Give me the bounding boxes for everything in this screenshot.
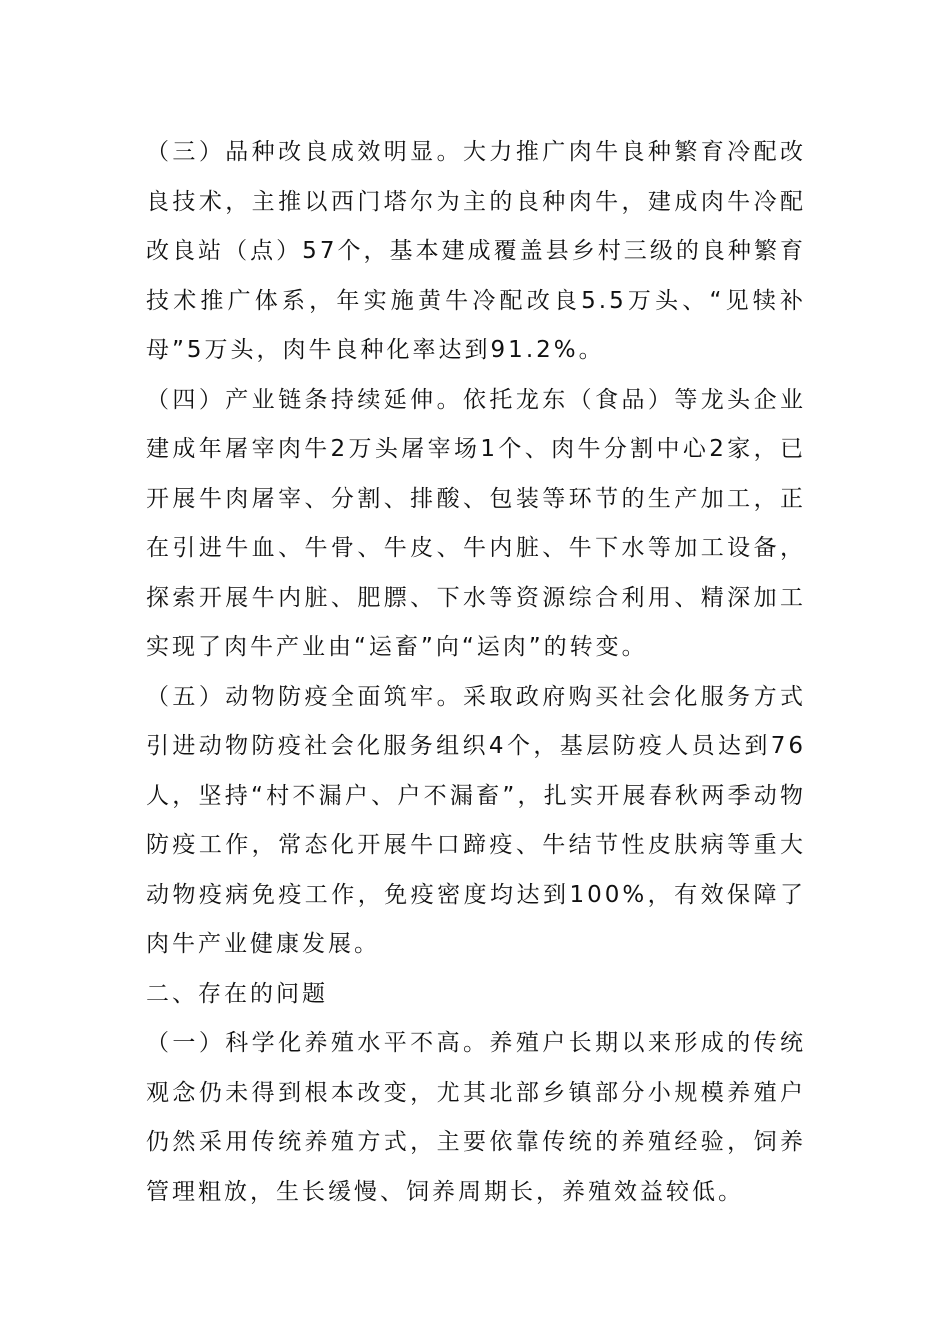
paragraph-scientific-breeding: （一）科学化养殖水平不高。养殖户长期以来形成的传统观念仍未得到根本改变，尤其北部乡镇部分小规模养殖户仍然采用传统养殖方式，主要依靠传统的养殖经验，饲养管理粗放，生长缓慢、饲养周期长，养殖效益较低。	[146, 1030, 806, 1205]
paragraph-industry-chain: （四）产业链条持续延伸。依托龙东（食品）等龙头企业建成年屠宰肉牛2万头屠宰场1个、肉牛分割中心2家，已开展牛肉屠宰、分割、排酸、包装等环节的生产加工，正在引进牛血、牛骨、牛皮、牛内脏、牛下水等加工设备，探索开展牛内脏、肥膘、下水等资源综合利用、精深加工实现了肉牛产业由“运畜”向“运肉”的转变。	[146, 386, 806, 660]
paragraph-breed-improvement: （三）品种改良成效明显。大力推广肉牛良种繁育冷配改良技术，主推以西门塔尔为主的良种肉牛，建成肉牛冷配改良站（点）57个，基本建成覆盖县乡村三级的良种繁育技术推广体系，年实施黄牛冷配改良5.5万头、“见犊补母”5万头，肉牛良种化率达到91.2%。	[146, 139, 806, 363]
paragraph-animal-epidemic-prevention: （五）动物防疫全面筑牢。采取政府购买社会化服务方式引进动物防疫社会化服务组织4个，基层防疫人员达到76人，坚持“村不漏户、户不漏畜”，扎实开展春秋两季动物防疫工作，常态化开展牛口蹄疫、牛结节性皮肤病等重大动物疫病免疫工作，免疫密度均达到100%，有效保障了肉牛产业健康发展。	[146, 683, 806, 957]
section-heading-problems: 二、存在的问题	[146, 980, 328, 1007]
document-body	[146, 128, 806, 1217]
